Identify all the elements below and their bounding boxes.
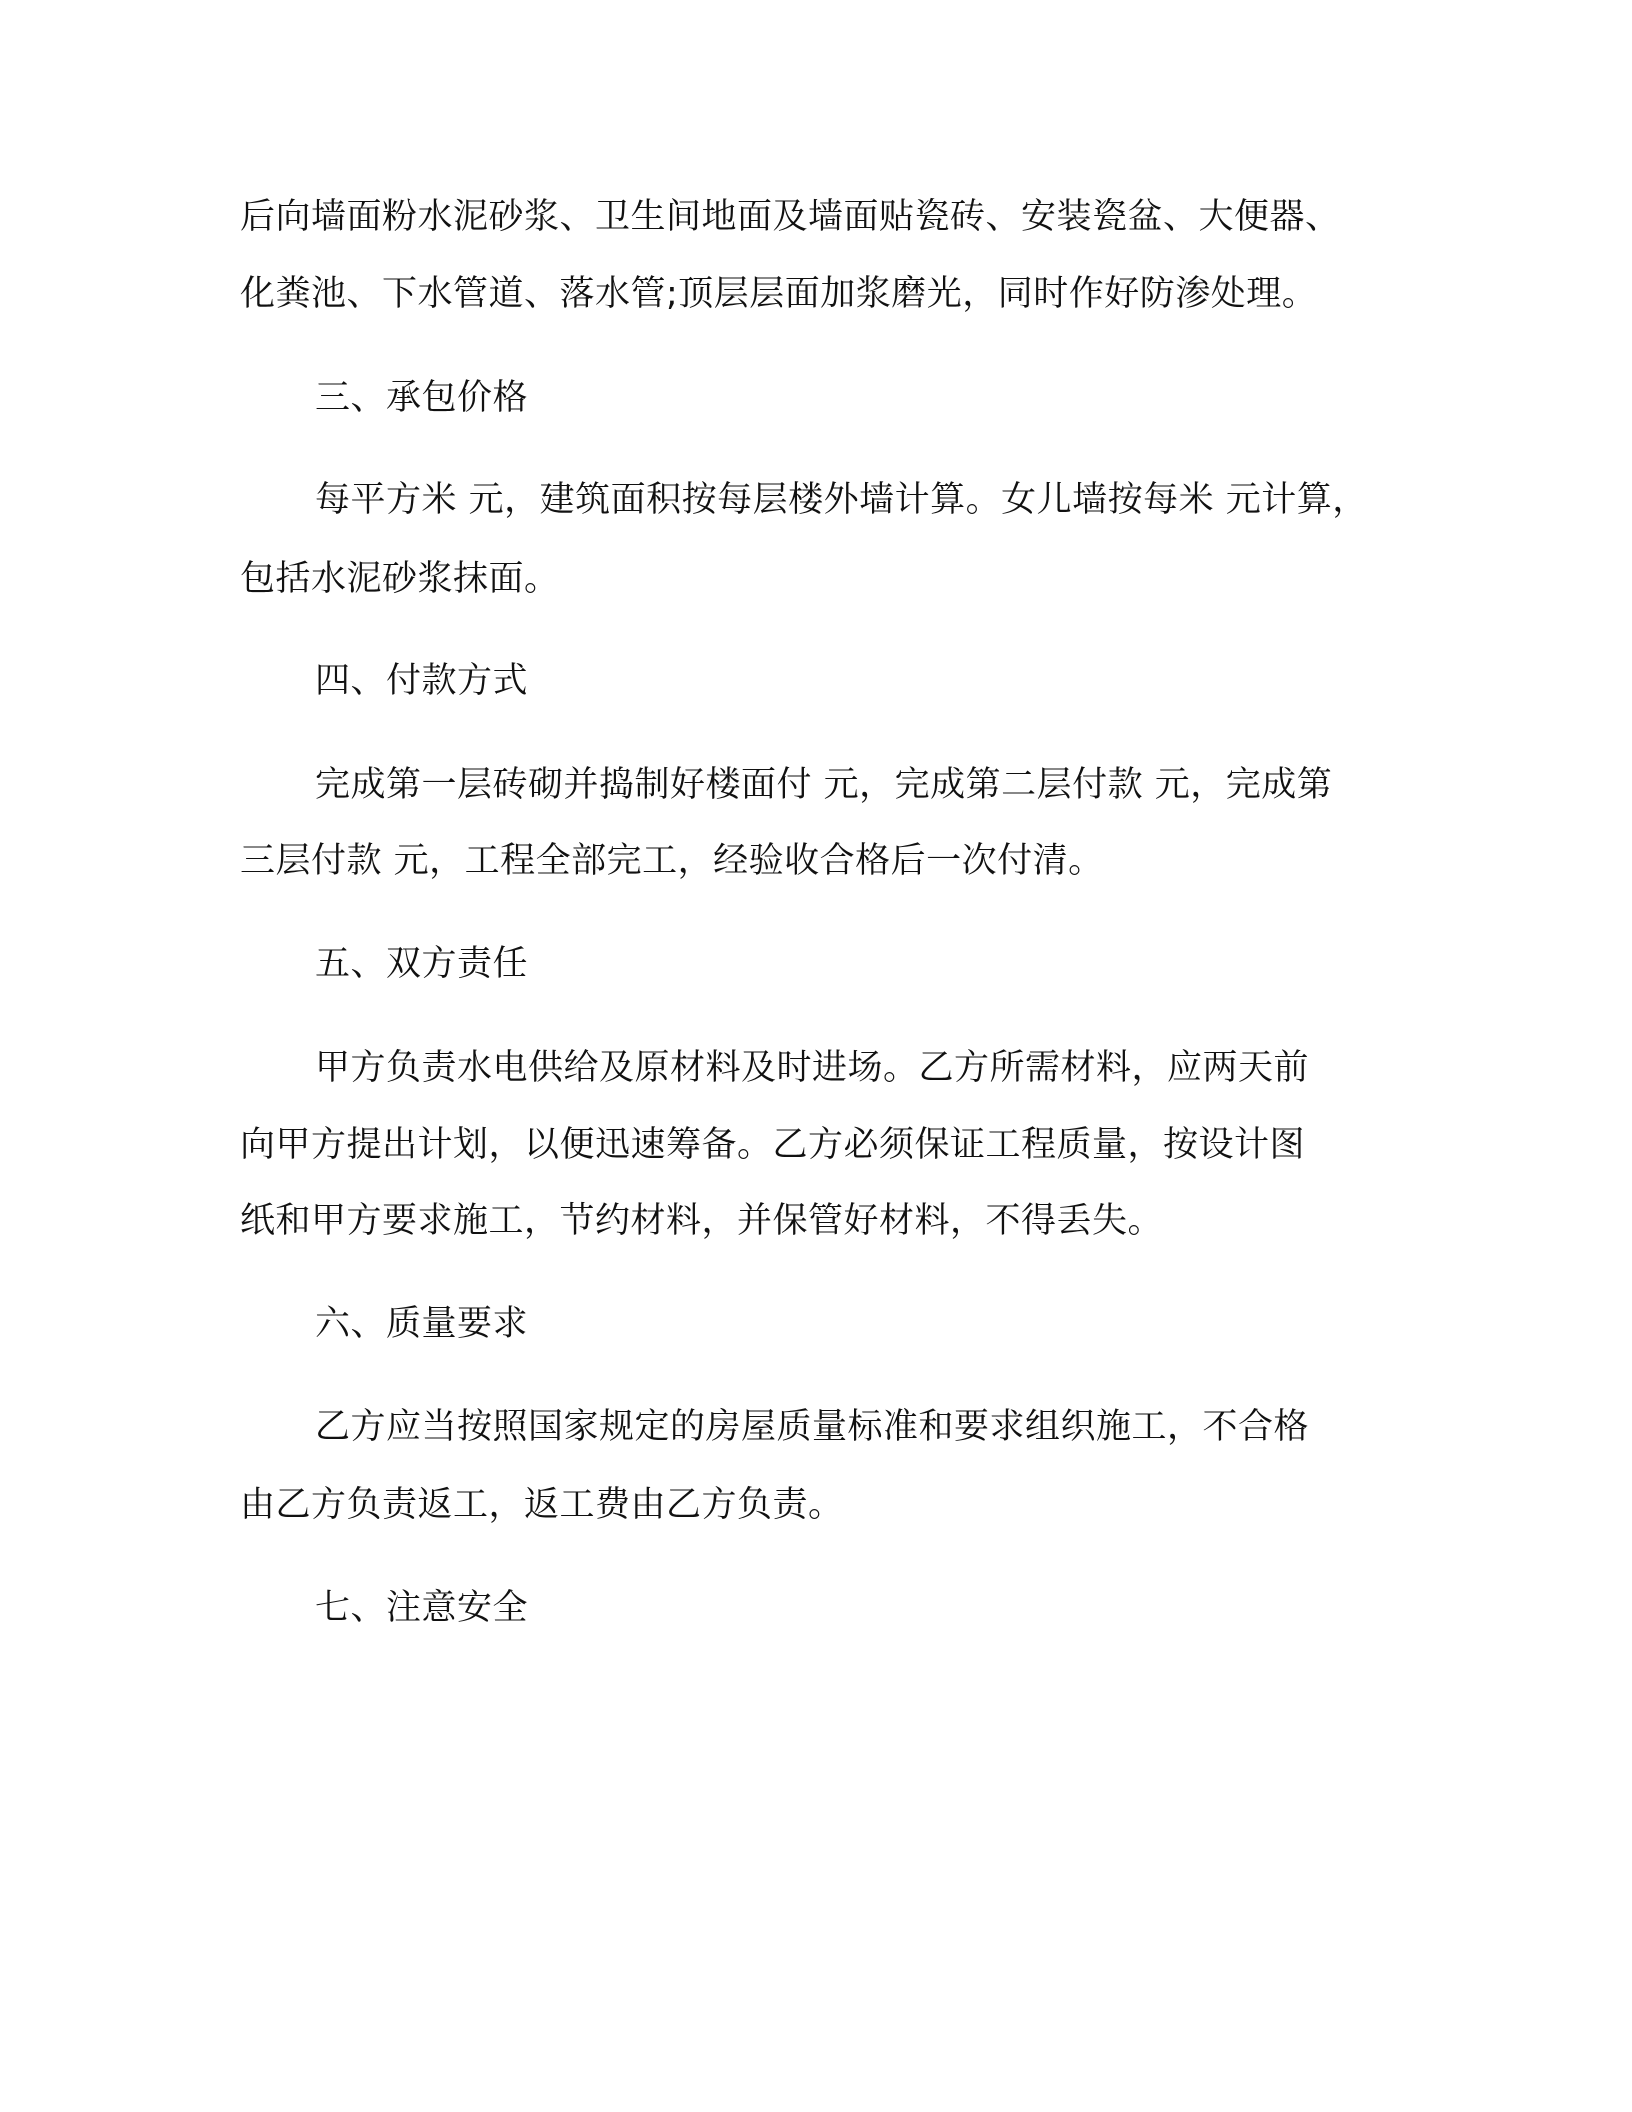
- body-text-line: 由乙方负责返工，返工费由乙方负责。: [240, 1485, 844, 1525]
- body-text-line: 每平方米 元，建筑面积按每层楼外墙计算。女儿墙按每米 元计算，: [315, 480, 1368, 520]
- section-heading-safety: 七、注意安全: [315, 1588, 529, 1628]
- body-text-line: 化粪池、下水管道、落水管;顶层层面加浆磨光，同时作好防渗处理。: [240, 274, 1318, 314]
- body-text-line: 乙方应当按照国家规定的房屋质量标准和要求组织施工，不合格: [315, 1407, 1310, 1447]
- body-text-line: 甲方负责水电供给及原材料及时进场。乙方所需材料，应两天前: [315, 1048, 1310, 1088]
- section-heading-responsibilities: 五、双方责任: [315, 944, 529, 984]
- body-text-line: 包括水泥砂浆抹面。: [240, 559, 560, 599]
- section-heading-price: 三、承包价格: [315, 378, 529, 418]
- body-text-line: 向甲方提出计划，以便迅速筹备。乙方必须保证工程质量，按设计图: [240, 1125, 1306, 1165]
- section-heading-quality: 六、质量要求: [315, 1304, 529, 1344]
- section-heading-payment: 四、付款方式: [315, 661, 529, 701]
- body-text-line: 三层付款 元，工程全部完工，经验收合格后一次付清。: [240, 841, 1104, 881]
- body-text-line: 后向墙面粉水泥砂浆、卫生间地面及墙面贴瓷砖、安装瓷盆、大便器、: [240, 197, 1341, 237]
- body-text-line: 完成第一层砖砌并捣制好楼面付 元，完成第二层付款 元，完成第: [315, 765, 1333, 805]
- body-text-line: 纸和甲方要求施工，节约材料，并保管好材料，不得丢失。: [240, 1201, 1164, 1241]
